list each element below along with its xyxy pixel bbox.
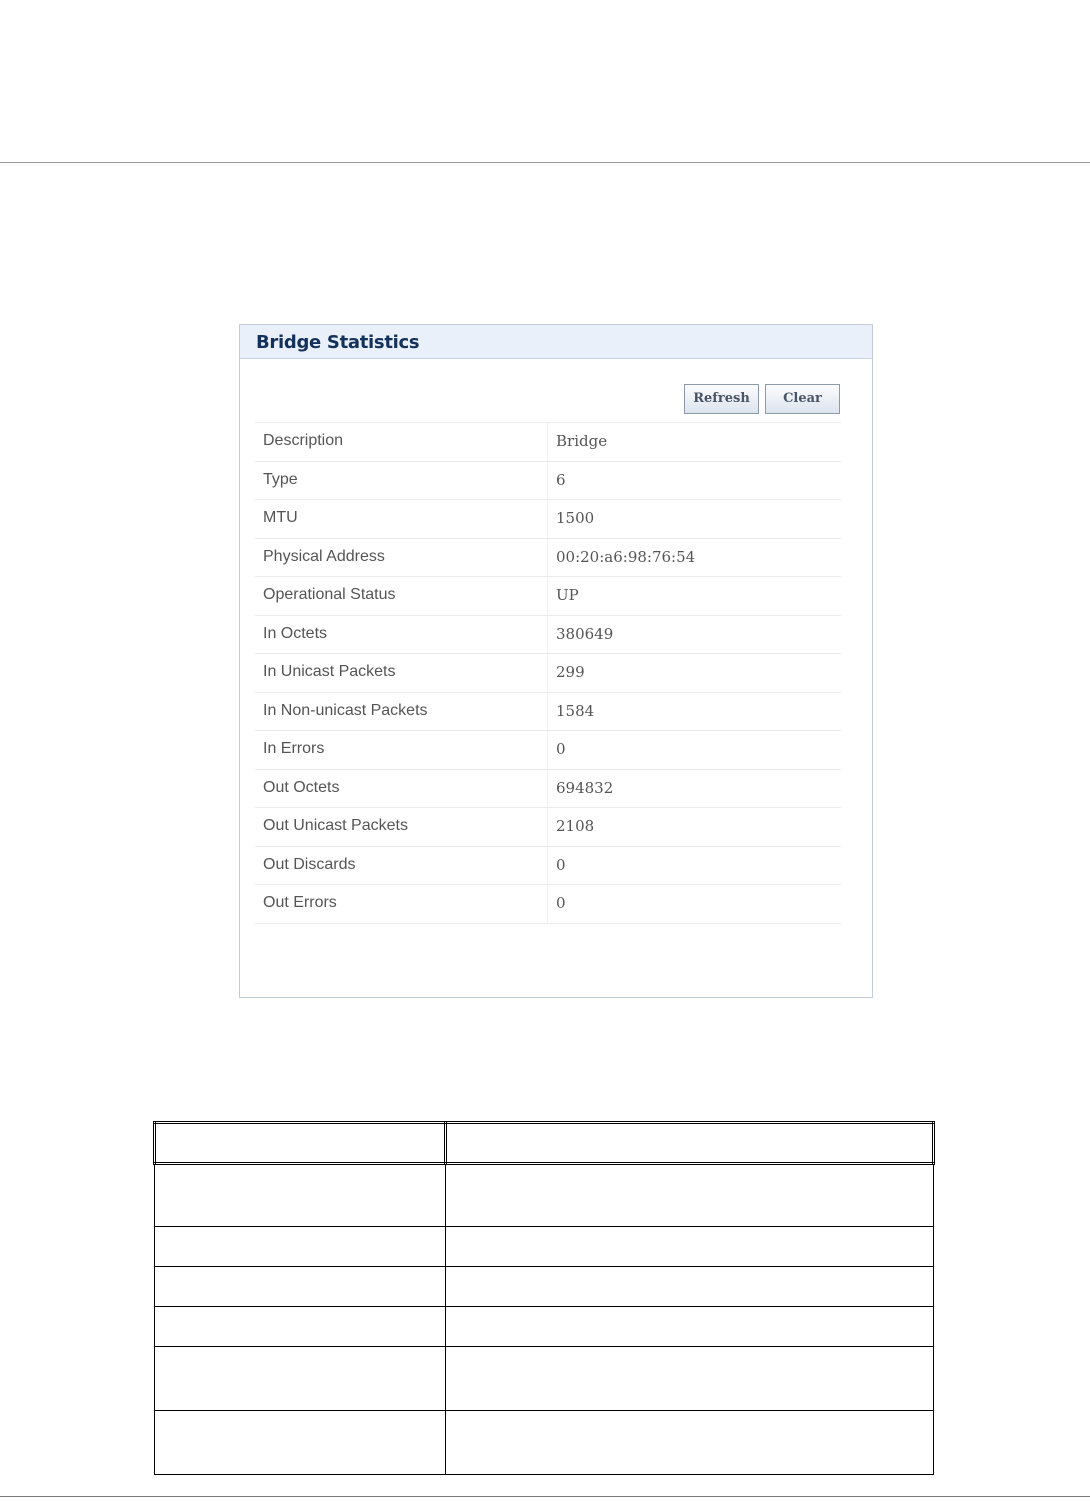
table-cell — [155, 1267, 446, 1307]
stat-label: Out Discards — [263, 855, 356, 873]
stat-row-mtu — [255, 500, 841, 539]
column-divider — [547, 577, 548, 615]
stat-label: In Non-unicast Packets — [263, 701, 428, 719]
refresh-button[interactable]: Refresh — [684, 384, 759, 414]
stat-row-in-octets — [255, 616, 841, 655]
column-divider — [547, 693, 548, 731]
table-header-cell — [446, 1123, 934, 1164]
table-header-row — [155, 1123, 934, 1164]
table-cell — [446, 1347, 934, 1411]
table-row — [155, 1307, 934, 1347]
table-cell — [155, 1347, 446, 1411]
column-divider — [547, 731, 548, 769]
table-cell — [446, 1227, 934, 1267]
stat-value: 299 — [556, 663, 585, 681]
stat-row-in-unicast-packets — [255, 654, 841, 693]
stat-label: Out Errors — [263, 894, 337, 911]
column-divider — [547, 616, 548, 654]
stat-value: 1584 — [556, 701, 595, 720]
table-cell — [155, 1411, 446, 1475]
table-row — [155, 1347, 934, 1411]
column-divider — [547, 423, 548, 461]
stat-value: 0 — [556, 894, 566, 912]
stat-value: 694832 — [556, 778, 614, 797]
table-row — [155, 1227, 934, 1267]
header-rule — [0, 162, 1090, 163]
stat-label: Type — [263, 470, 298, 488]
stat-label: Physical Address — [263, 547, 385, 565]
footer-rule — [0, 1496, 1090, 1497]
stat-row-in-non-unicast-packets — [255, 693, 841, 732]
stat-label: In Unicast Packets — [263, 663, 396, 680]
table-cell — [446, 1267, 934, 1307]
column-divider — [547, 500, 548, 538]
stat-row-out-octets — [255, 770, 841, 809]
table-cell — [155, 1227, 446, 1267]
stat-row-out-discards — [255, 847, 841, 886]
stat-value: 00:20:a6:98:76:54 — [556, 547, 696, 566]
table-cell — [155, 1164, 446, 1227]
description-table — [153, 1121, 935, 1475]
stat-row-in-errors — [255, 731, 841, 770]
stat-value: 0 — [556, 855, 566, 874]
panel-title: Bridge Statistics — [240, 325, 872, 359]
stat-value: 2108 — [556, 817, 595, 835]
column-divider — [547, 462, 548, 500]
table-cell — [155, 1307, 446, 1347]
stat-label: In Errors — [263, 740, 325, 757]
stat-value: Bridge — [556, 432, 608, 450]
column-divider — [547, 847, 548, 885]
stat-value: UP — [556, 586, 579, 604]
stat-value: 6 — [556, 470, 566, 489]
stat-label: Out Octets — [263, 778, 340, 796]
stat-label: Operational Status — [263, 586, 396, 603]
table-cell — [446, 1411, 934, 1475]
stat-label: MTU — [263, 509, 298, 526]
stat-value: 1500 — [556, 509, 595, 527]
stat-value: 380649 — [556, 624, 614, 643]
stat-row-operational-status — [255, 577, 841, 616]
stat-row-type — [255, 462, 841, 501]
bridge-statistics-panel — [239, 324, 873, 998]
column-divider — [547, 654, 548, 692]
clear-button[interactable]: Clear — [765, 384, 840, 414]
stat-value: 0 — [556, 740, 566, 758]
stat-label: Description — [263, 432, 344, 449]
stat-row-description — [255, 423, 841, 462]
stat-row-out-unicast-packets — [255, 808, 841, 847]
stat-row-out-errors — [255, 885, 841, 924]
stat-row-physical-address — [255, 539, 841, 578]
stat-label: In Octets — [263, 624, 328, 642]
table-row — [155, 1411, 934, 1475]
table-header-cell — [155, 1123, 446, 1164]
column-divider — [547, 885, 548, 923]
stat-label: Out Unicast Packets — [263, 817, 408, 834]
column-divider — [547, 808, 548, 846]
table-row — [155, 1267, 934, 1307]
column-divider — [547, 539, 548, 577]
table-cell — [446, 1307, 934, 1347]
statistics-list — [255, 422, 841, 924]
column-divider — [547, 770, 548, 808]
table-row — [155, 1164, 934, 1227]
table-cell — [446, 1164, 934, 1227]
